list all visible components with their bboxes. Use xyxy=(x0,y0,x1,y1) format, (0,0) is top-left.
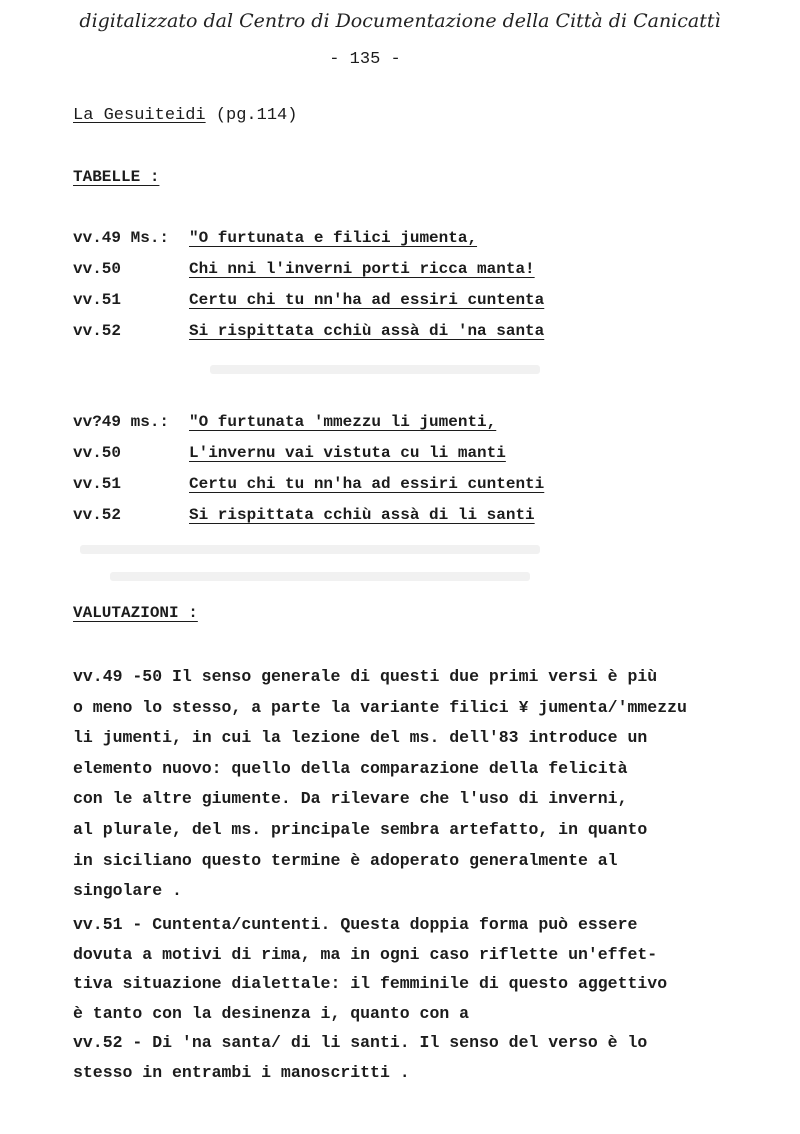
table1-row xyxy=(73,322,544,346)
verse-text: Chi nni l'inverni porti ricca manta! xyxy=(189,260,535,278)
paragraph-line: elemento nuovo: quello della comparazione della felicità xyxy=(73,758,628,778)
verse-ref: vv.50 xyxy=(73,260,122,278)
verse-text: Si rispittata cchiù assà di li santi xyxy=(189,506,535,524)
verse-text: "O furtunata e filici jumenta, xyxy=(189,229,478,247)
table2-row xyxy=(73,444,506,468)
table2-row xyxy=(73,506,535,530)
verse-ref: vv.51 xyxy=(73,475,122,493)
verse-text: Certu chi tu nn'ha ad essiri cuntenti xyxy=(189,475,545,493)
verse-text: L'invernu vai vistuta cu li manti xyxy=(189,444,506,462)
paragraph-line: singolare . xyxy=(73,881,182,901)
paragraph-line: è tanto con la desinenza i, quanto con a xyxy=(73,1003,470,1023)
verse-text: "O furtunata 'mmezzu li jumenti, xyxy=(189,413,497,431)
valutazioni-heading: VALUTAZIONI : xyxy=(73,604,198,622)
paragraph-line: vv.52 - Di 'na santa/ di li santi. Il senso del verso è lo xyxy=(73,1033,648,1052)
verse-ref: vv.50 xyxy=(73,444,122,462)
page-number: - 135 - xyxy=(329,50,401,69)
verse-ref: vv.49 Ms.: xyxy=(73,229,170,247)
verse-ref: vv.52 xyxy=(73,322,122,340)
paragraph-line: al plurale, del ms. principale sembra artefatto, in quanto xyxy=(73,819,648,839)
evaluation-paragraph-2 xyxy=(73,910,763,1087)
verse-ref: vv?49 ms.: xyxy=(73,413,170,431)
paragraph-line: dovuta a motivi di rima, ma in ogni caso riflette un'effet- xyxy=(73,944,658,964)
bleed-through-smudge xyxy=(80,545,540,554)
evaluation-paragraph-1 xyxy=(73,662,763,907)
paragraph-line: vv.51 - Cuntenta/cuntenti. Questa doppia forma può essere xyxy=(73,915,638,934)
verse-text: Si rispittata cchiù assà di 'na santa xyxy=(189,322,545,340)
digitization-watermark: digitalizzato dal Centro di Documentazione della Città di Canicattì xyxy=(79,10,721,32)
title-name: La Gesuiteidi xyxy=(73,106,206,125)
paragraph-line: con le altre giumente. Da rilevare che l'uso di inverni, xyxy=(73,789,628,809)
title-ref: (pg.114) xyxy=(215,106,298,125)
paragraph-line: li jumenti, in cui la lezione del ms. dell'83 introduce un xyxy=(73,728,648,748)
tabelle-heading: TABELLE : xyxy=(73,168,160,186)
verse-ref: vv.51 xyxy=(73,291,122,309)
verse-ref: vv.52 xyxy=(73,506,122,524)
table1-row xyxy=(73,260,535,284)
verse-text: Certu chi tu nn'ha ad essiri cuntenta xyxy=(189,291,545,309)
table1-row xyxy=(73,229,477,253)
paragraph-line: tiva situazione dialettale: il femminile di questo aggettivo xyxy=(73,974,668,993)
table2-row xyxy=(73,413,496,437)
paragraph-line: stesso in entrambi i manoscritti . xyxy=(73,1062,410,1082)
paragraph-line: in siciliano questo termine è adoperato generalmente al xyxy=(73,850,618,870)
bleed-through-smudge xyxy=(210,365,540,374)
paragraph-line: vv.49 -50 Il senso generale di questi due primi versi è più xyxy=(73,667,658,686)
page-title xyxy=(73,106,297,125)
bleed-through-smudge xyxy=(110,572,530,581)
table2-row xyxy=(73,475,544,499)
table1-row xyxy=(73,291,544,315)
paragraph-line: o meno lo stesso, a parte la variante filici ¥ jumenta/'mmezzu xyxy=(73,697,687,717)
